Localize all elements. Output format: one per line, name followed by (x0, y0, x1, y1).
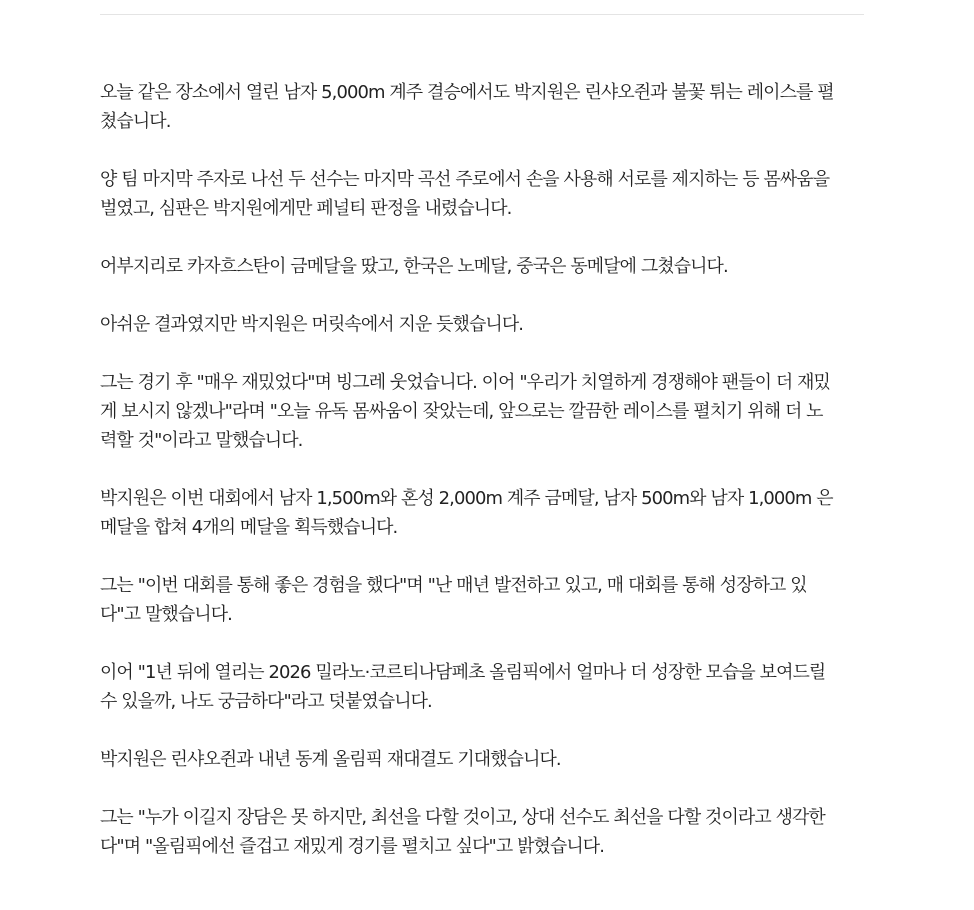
paragraph (100, 252, 870, 281)
paragraph-line: 양 팀 마지막 주자로 나선 두 선수는 마지막 곡선 주로에서 손을 사용해 서로를 제지하는 등 몸싸움을 (100, 169, 830, 190)
paragraph (100, 368, 870, 455)
paragraph (100, 658, 870, 716)
paragraph-line: 박지원은 린샤오쥔과 내년 동계 올림픽 재대결도 기대했습니다. (100, 749, 561, 770)
paragraph-line: 메달을 합쳐 4개의 메달을 획득했습니다. (100, 517, 398, 538)
top-divider (100, 14, 864, 15)
paragraph-line: 수 있을까, 나도 궁금하다"라고 덧붙였습니다. (100, 691, 432, 712)
paragraph (100, 165, 870, 223)
paragraph (100, 571, 870, 629)
paragraph-line: 박지원은 이번 대회에서 남자 1,500m와 혼성 2,000m 계주 금메달, 남자 500m와 남자 1,000m 은 (100, 488, 833, 509)
paragraph (100, 310, 870, 339)
paragraph (100, 484, 870, 542)
paragraph (100, 803, 870, 861)
paragraph-line: 그는 경기 후 "매우 재밌었다"며 빙그레 웃었습니다. 이어 "우리가 치열하게 경쟁해야 팬들이 더 재밌 (100, 372, 830, 393)
paragraph-line: 력할 것"이라고 말했습니다. (100, 430, 303, 451)
paragraph-line: 오늘 같은 장소에서 열린 남자 5,000m 계주 결승에서도 박지원은 린샤오쥔과 불꽃 튀는 레이스를 펼 (100, 82, 834, 103)
paragraph-line: 그는 "이번 대회를 통해 좋은 경험을 했다"며 "난 매년 발전하고 있고, 매 대회를 통해 성장하고 있 (100, 575, 807, 596)
paragraph-line: 그는 "누가 이길지 장담은 못 하지만, 최선을 다할 것이고, 상대 선수도 최선을 다할 것이라고 생각한 (100, 807, 825, 828)
paragraph (100, 745, 870, 774)
paragraph-line: 게 보시지 않겠나"라며 "오늘 유독 몸싸움이 잦았는데, 앞으로는 깔끔한 레이스를 펼치기 위해 더 노 (100, 401, 823, 422)
paragraph-line: 이어 "1년 뒤에 열리는 2026 밀라노·코르티나담페초 올림픽에서 얼마나 더 성장한 모습을 보여드릴 (100, 662, 826, 683)
paragraph-line: 다"고 말했습니다. (100, 604, 232, 625)
article-body (100, 78, 870, 890)
paragraph-line: 어부지리로 카자흐스탄이 금메달을 땄고, 한국은 노메달, 중국은 동메달에 그쳤습니다. (100, 256, 728, 277)
paragraph-line: 쳤습니다. (100, 111, 171, 132)
paragraph-line: 아쉬운 결과였지만 박지원은 머릿속에서 지운 듯했습니다. (100, 314, 524, 335)
paragraph (100, 78, 870, 136)
paragraph-line: 다"며 "올림픽에선 즐겁고 재밌게 경기를 펼치고 싶다"고 밝혔습니다. (100, 836, 605, 857)
paragraph-line: 벌였고, 심판은 박지원에게만 페널티 판정을 내렸습니다. (100, 198, 512, 219)
